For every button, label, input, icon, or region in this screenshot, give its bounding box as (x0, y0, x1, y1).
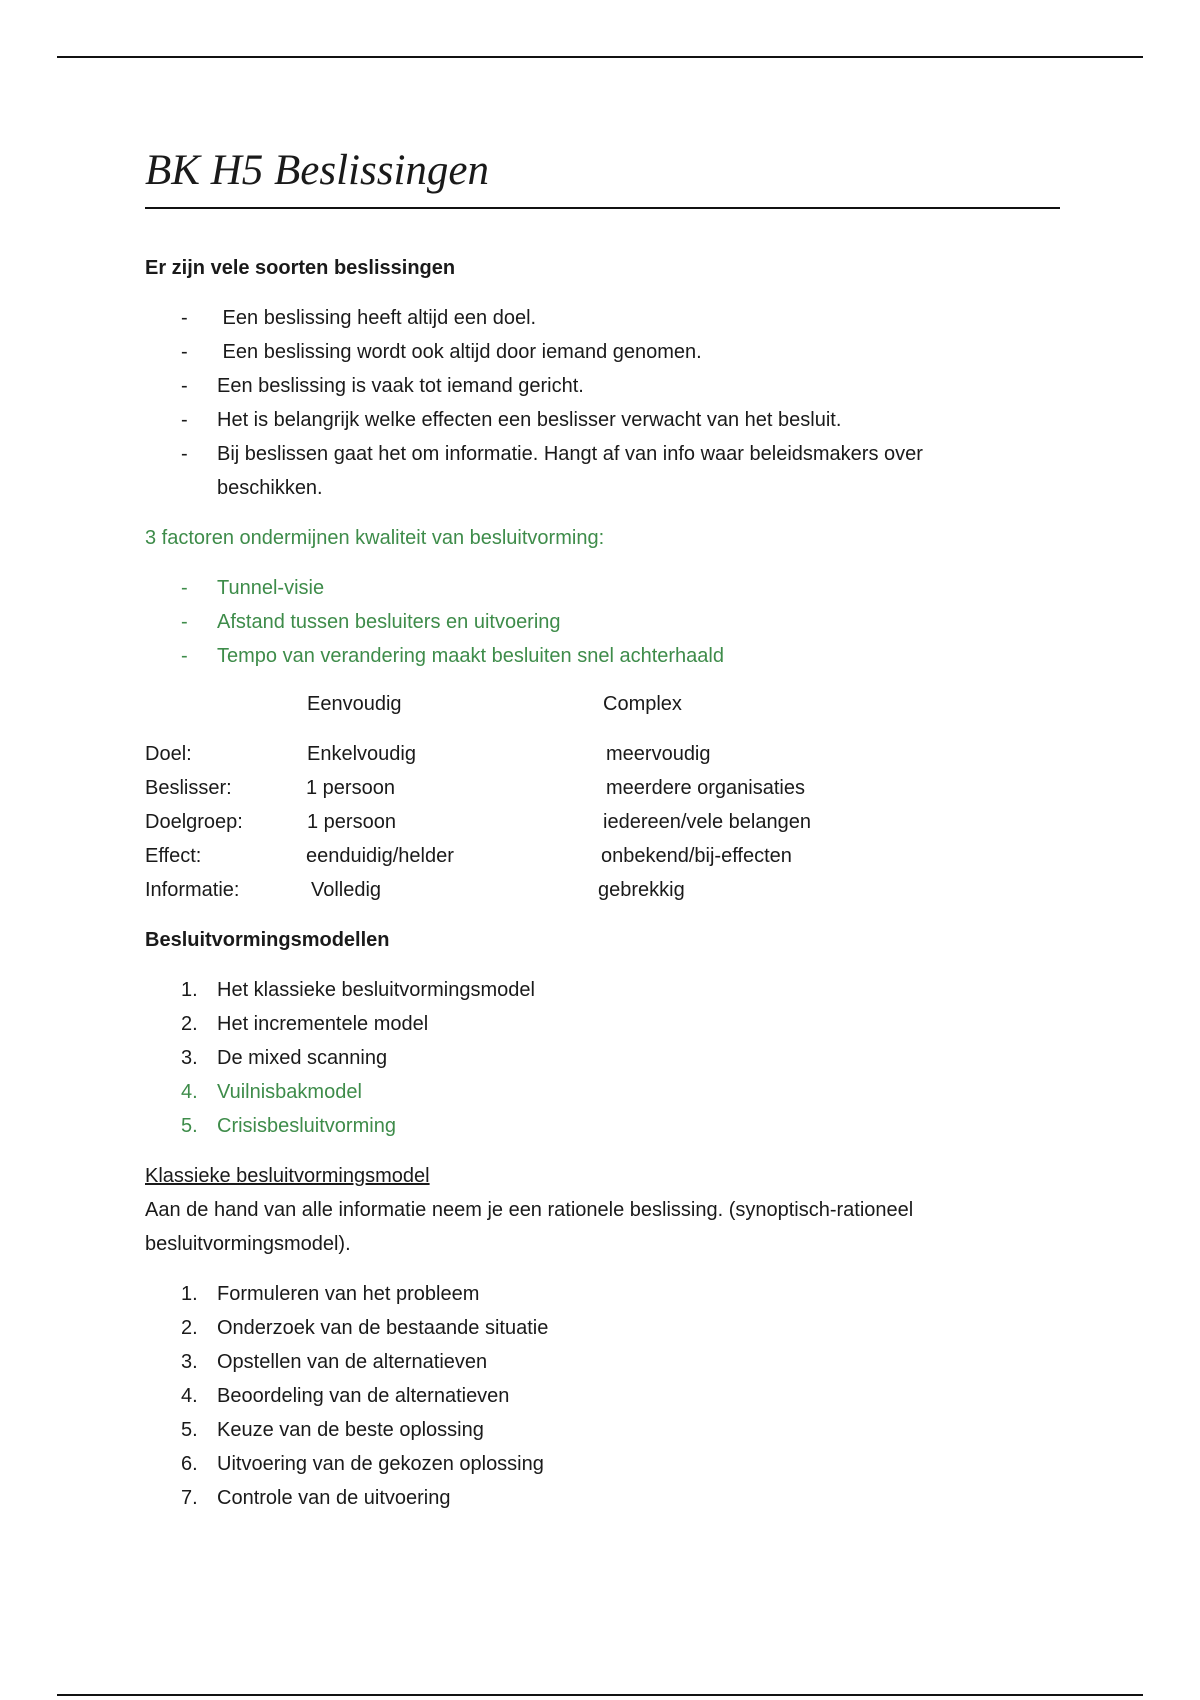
list-item (145, 639, 1060, 673)
classic-paragraph: Aan de hand van alle informatie neem je een rationele beslissing. (synoptisch-rationeel besluitvormingsmodel). (145, 1199, 914, 1255)
list-number: 4. (181, 1081, 198, 1103)
table-cell-label: Beslisser: (145, 777, 232, 799)
table-header-cell: Eenvoudig (307, 693, 402, 715)
table-cell: onbekend/bij-effecten (601, 845, 792, 867)
list-item-text: Opstellen van de alternatieven (217, 1351, 488, 1373)
table-cell: 1 persoon (306, 777, 395, 799)
list-number: 5. (181, 1115, 198, 1137)
list-number: 4. (181, 1385, 198, 1407)
table-cell: eenduidig/helder (306, 845, 454, 867)
table-cell: gebrekkig (598, 879, 685, 901)
bullet-marker: - (181, 341, 188, 363)
list-number: 3. (181, 1351, 198, 1373)
list-item-text: Een beslissing heeft altijd een doel. (217, 307, 537, 329)
section-heading-modellen: Besluitvormingsmodellen (145, 929, 390, 951)
section-heading-soorten: Er zijn vele soorten beslissingen (145, 257, 456, 279)
document-page (145, 145, 1060, 1515)
beslissingen-list (145, 301, 1060, 505)
table-row (145, 839, 1060, 873)
table-cell: Volledig (311, 879, 382, 901)
list-number: 2. (181, 1317, 198, 1339)
list-number: 3. (181, 1047, 198, 1069)
list-number: 7. (181, 1487, 198, 1509)
table-cell: iedereen/vele belangen (603, 811, 811, 833)
factoren-list (145, 571, 1060, 673)
list-item-text: Afstand tussen besluiters en uitvoering (217, 611, 561, 633)
bullet-marker: - (181, 611, 188, 633)
list-item-text: Keuze van de beste oplossing (217, 1419, 484, 1441)
list-item-text: Onderzoek van de bestaande situatie (217, 1317, 549, 1339)
table-row (145, 771, 1060, 805)
classic-steps-list (145, 1277, 1060, 1515)
list-item-text: De mixed scanning (217, 1047, 388, 1069)
list-item-text: Controle van de uitvoering (217, 1487, 451, 1509)
table-cell: 1 persoon (307, 811, 396, 833)
bullet-marker: - (181, 645, 188, 667)
list-number: 6. (181, 1453, 198, 1475)
list-item (145, 437, 1060, 505)
table-row (145, 737, 1060, 771)
list-item (145, 1379, 1060, 1413)
footer-rule (57, 1694, 1143, 1696)
page-title: BK H5 Beslissingen (145, 145, 1060, 209)
list-item (145, 571, 1060, 605)
list-item-text: Beoordeling van de alternatieven (217, 1385, 510, 1407)
table-header-row (145, 687, 1060, 721)
list-item (145, 1311, 1060, 1345)
table-row (145, 873, 1060, 907)
list-item-text: Formuleren van het probleem (217, 1283, 480, 1305)
list-item (145, 335, 1060, 369)
list-item-text: Crisisbesluitvorming (217, 1115, 396, 1137)
list-item (145, 1345, 1060, 1379)
table-cell: meervoudig (606, 743, 711, 765)
list-item-text: Tunnel-visie (217, 577, 325, 599)
list-item (145, 1447, 1060, 1481)
table-cell-label: Informatie: (145, 879, 240, 901)
list-item (145, 301, 1060, 335)
list-item-text: Tempo van verandering maakt besluiten snel achterhaald (217, 645, 724, 667)
list-item (145, 605, 1060, 639)
list-item (145, 1041, 1060, 1075)
list-item-text: Het incrementele model (217, 1013, 429, 1035)
table-cell: Enkelvoudig (307, 743, 416, 765)
table-cell-label: Effect: (145, 845, 202, 867)
table-cell: meerdere organisaties (606, 777, 805, 799)
table-row (145, 805, 1060, 839)
bullet-marker: - (181, 375, 188, 397)
list-item (145, 973, 1060, 1007)
section-heading-klassiek: Klassieke besluitvormingsmodel (145, 1165, 430, 1187)
comparison-table (145, 687, 1060, 907)
bullet-marker: - (181, 409, 188, 431)
list-item (145, 1481, 1060, 1515)
header-rule (57, 56, 1143, 58)
list-item (145, 1109, 1060, 1143)
list-item (145, 1413, 1060, 1447)
bullet-marker: - (181, 307, 188, 329)
list-number: 1. (181, 1283, 198, 1305)
table-cell-label: Doelgroep: (145, 811, 243, 833)
list-item (145, 1075, 1060, 1109)
list-number: 5. (181, 1419, 198, 1441)
list-number: 1. (181, 979, 198, 1001)
list-item-text: Een beslissing is vaak tot iemand gericht. (217, 375, 584, 397)
bullet-marker: - (181, 577, 188, 599)
table-header-cell: Complex (603, 693, 682, 715)
bullet-marker: - (181, 443, 188, 465)
list-item (145, 1277, 1060, 1311)
list-item-text: Vuilnisbakmodel (217, 1081, 362, 1103)
list-item (145, 403, 1060, 437)
list-item-text: Uitvoering van de gekozen oplossing (217, 1453, 544, 1475)
list-item-text: Bij beslissen gaat het om informatie. Hangt af van info waar beleidsmakers over beschikken. (217, 443, 923, 499)
models-list (145, 973, 1060, 1143)
section-heading-factoren: 3 factoren ondermijnen kwaliteit van besluitvorming: (145, 527, 605, 549)
list-item-text: Een beslissing wordt ook altijd door iemand genomen. (217, 341, 702, 363)
list-item-text: Het is belangrijk welke effecten een beslisser verwacht van het besluit. (217, 409, 842, 431)
list-item (145, 369, 1060, 403)
list-item (145, 1007, 1060, 1041)
table-cell-label: Doel: (145, 743, 192, 765)
list-item-text: Het klassieke besluitvormingsmodel (217, 979, 535, 1001)
list-number: 2. (181, 1013, 198, 1035)
